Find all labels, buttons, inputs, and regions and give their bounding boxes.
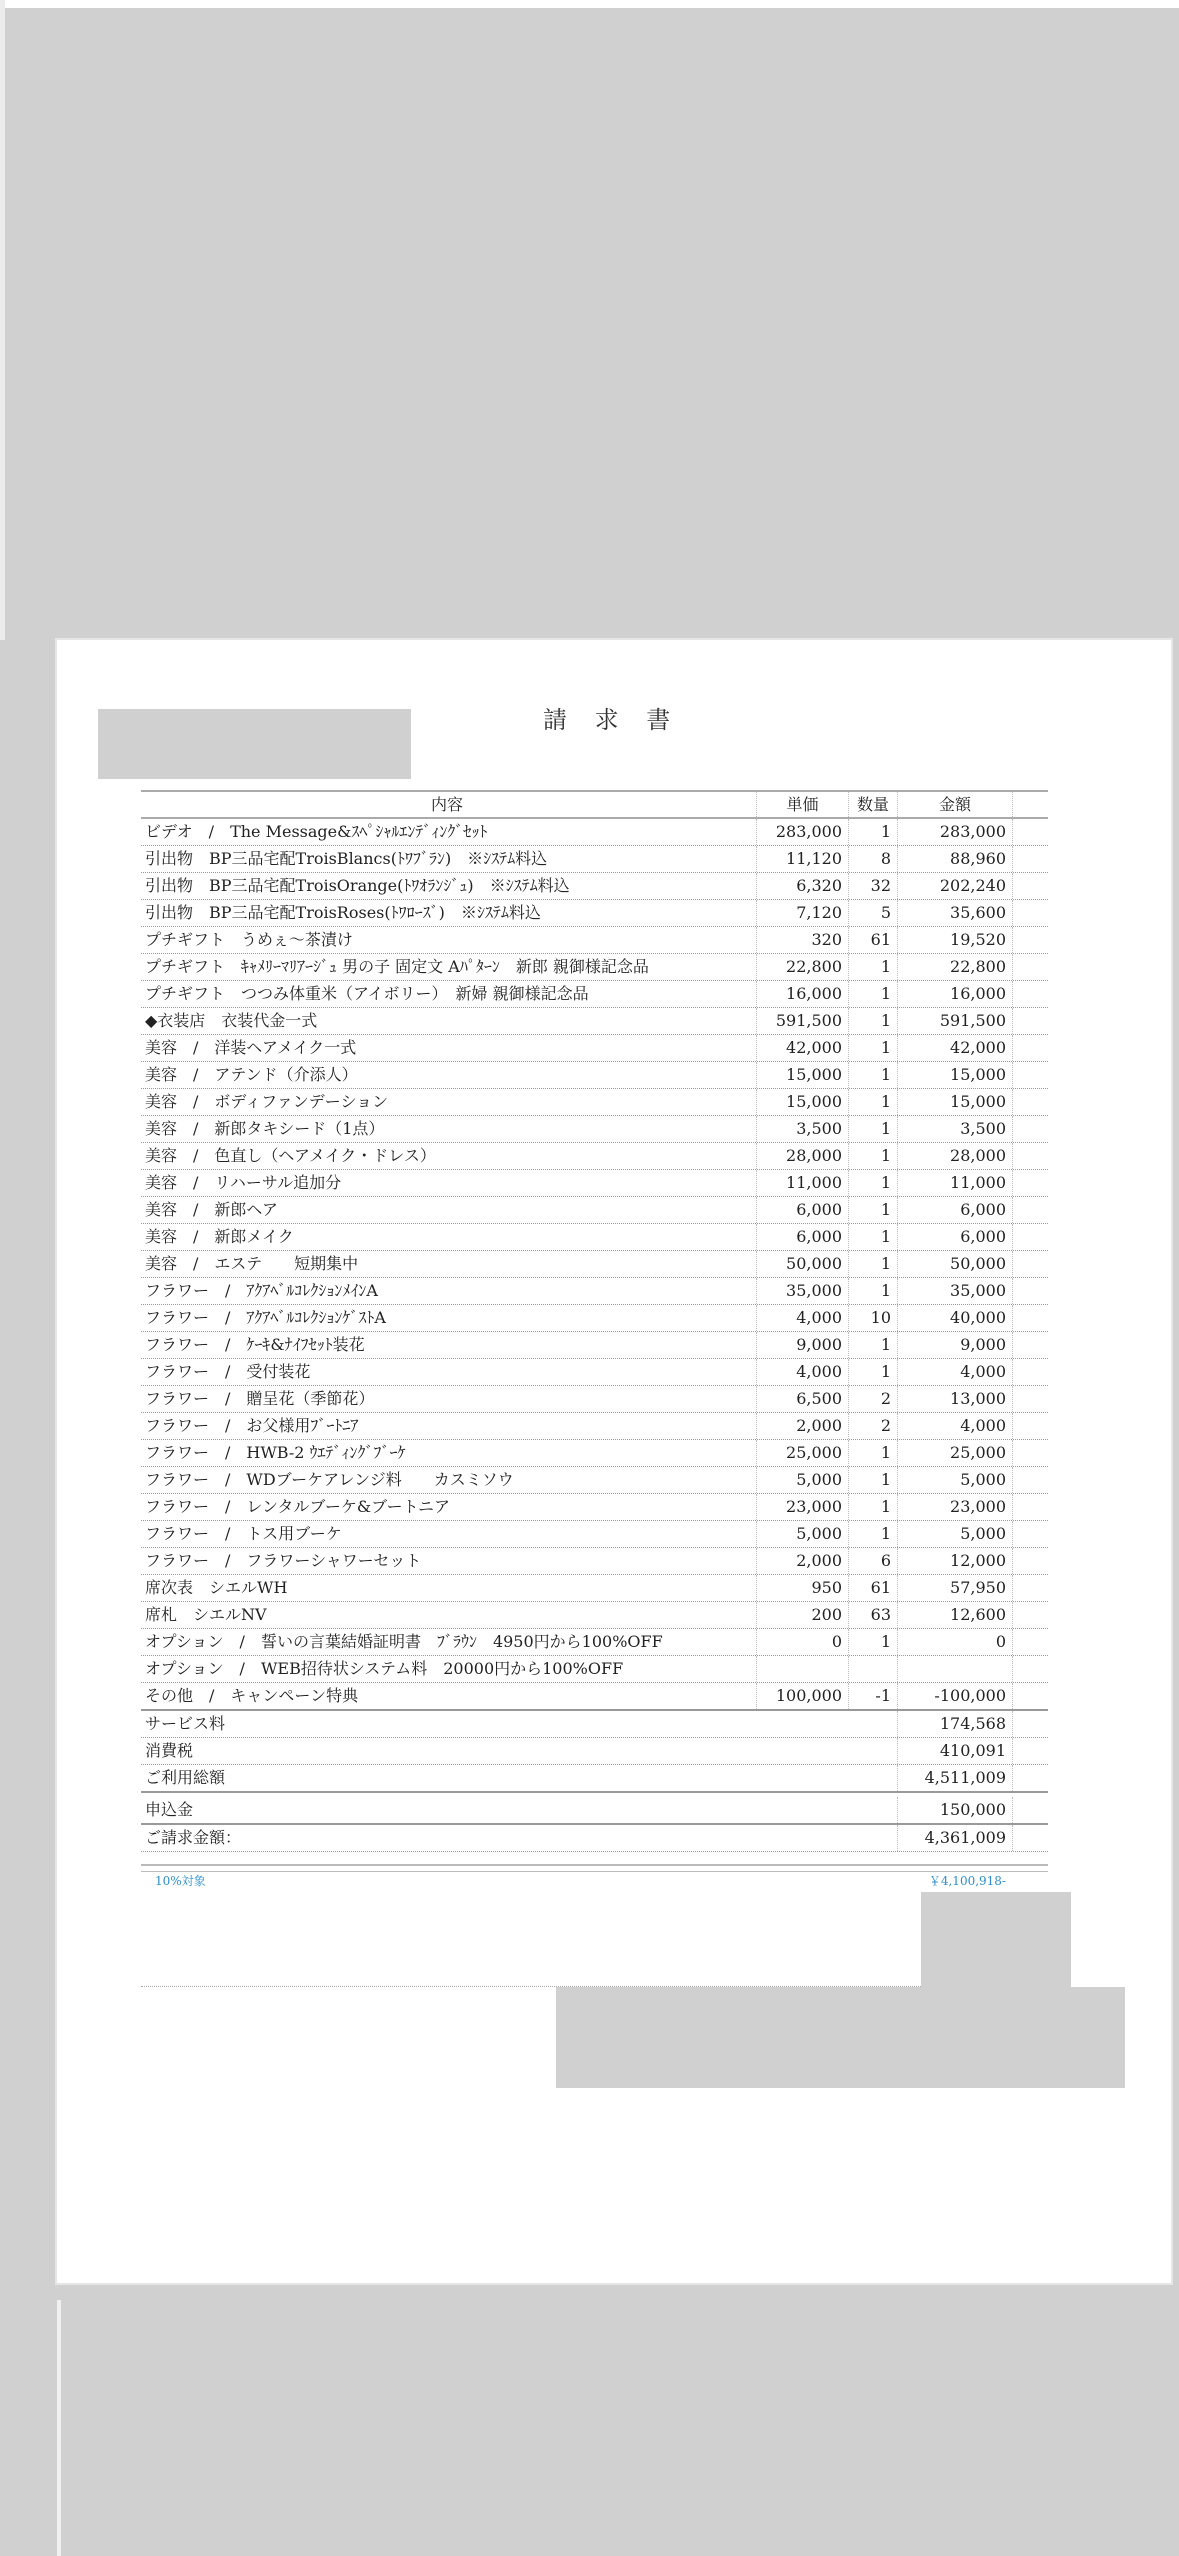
- item-description: ◆衣装店 衣装代金一式: [145, 1011, 318, 1030]
- item-extra: [1012, 1332, 1049, 1358]
- item-quantity: 63: [848, 1602, 897, 1628]
- item-quantity: 1: [848, 1197, 897, 1223]
- table-row: [141, 1116, 1048, 1143]
- item-extra: [1012, 819, 1049, 845]
- summary-extra: [1012, 1825, 1049, 1851]
- item-description: 美容 / 新郎ヘア: [145, 1200, 278, 1219]
- item-description: 美容 / 新郎タキシード（1点）: [145, 1119, 385, 1138]
- table-row: [141, 1332, 1048, 1359]
- summary-label: ご請求金額：: [145, 1828, 242, 1847]
- table-row: [141, 1440, 1048, 1467]
- item-description: 美容 / 洋装ヘアメイク一式: [145, 1038, 357, 1057]
- item-amount: 15,000: [897, 1062, 1012, 1088]
- table-row: [141, 981, 1048, 1008]
- table-row: [141, 1494, 1048, 1521]
- item-unit-price: 22,800: [756, 954, 848, 980]
- table-header: [141, 790, 1048, 819]
- table-row: [141, 1386, 1048, 1413]
- table-row: [141, 1575, 1048, 1602]
- item-description: フラワー / HWB-2 ｳｴﾃﾞｨﾝｸﾞﾌﾞｰｹ: [145, 1443, 406, 1462]
- item-extra: [1012, 1170, 1049, 1196]
- item-description: オプション / 誓いの言葉結婚証明書 ﾌﾞﾗｳﾝ 4950円から100%OFF: [145, 1632, 663, 1651]
- item-extra: [1012, 1278, 1049, 1304]
- redacted-block: [921, 1892, 1071, 1988]
- item-quantity: 1: [848, 1440, 897, 1466]
- item-unit-price: 11,000: [756, 1170, 848, 1196]
- item-extra: [1012, 1629, 1049, 1655]
- item-description: ビデオ / The Message&ｽﾍﾟｼｬﾙｴﾝﾃﾞｨﾝｸﾞｾｯﾄ: [145, 822, 488, 841]
- item-description: 美容 / ボディファンデーション: [145, 1092, 389, 1111]
- item-description: フラワー / レンタルブーケ&ブートニア: [145, 1497, 450, 1516]
- item-unit-price: 591,500: [756, 1008, 848, 1034]
- table-row: [141, 1305, 1048, 1332]
- item-amount: 22,800: [897, 954, 1012, 980]
- next-page-area: [57, 2300, 1179, 2556]
- double-rule: [141, 1864, 1048, 1872]
- item-quantity: 1: [848, 1332, 897, 1358]
- item-description: 席札 シエルNV: [145, 1605, 267, 1624]
- item-unit-price: 283,000: [756, 819, 848, 845]
- summary-extra: [1012, 1765, 1049, 1791]
- item-quantity: 1: [848, 1035, 897, 1061]
- invoice-title: 請 求 書: [543, 706, 681, 734]
- item-amount: 12,600: [897, 1602, 1012, 1628]
- item-unit-price: 42,000: [756, 1035, 848, 1061]
- redacted-block: [98, 709, 411, 779]
- table-row: [141, 1008, 1048, 1035]
- item-unit-price: 16,000: [756, 981, 848, 1007]
- summary-label: サービス料: [145, 1714, 226, 1733]
- item-extra: [1012, 1413, 1049, 1439]
- item-unit-price: 6,320: [756, 873, 848, 899]
- item-quantity: 1: [848, 1062, 897, 1088]
- item-amount: 13,000: [897, 1386, 1012, 1412]
- summary-extra: [1012, 1738, 1049, 1764]
- table-row: [141, 1521, 1048, 1548]
- item-extra: [1012, 1143, 1049, 1169]
- item-extra: [1012, 1683, 1049, 1709]
- item-extra: [1012, 1521, 1049, 1547]
- item-extra: [1012, 1305, 1049, 1331]
- item-quantity: 8: [848, 846, 897, 872]
- item-description: その他 / キャンペーン特典: [145, 1686, 359, 1705]
- summary-row: [141, 1797, 1048, 1825]
- item-unit-price: 11,120: [756, 846, 848, 872]
- item-amount: 42,000: [897, 1035, 1012, 1061]
- header-unit-price: 単価: [756, 792, 848, 817]
- previous-page-edge: [0, 0, 1179, 8]
- item-amount: 16,000: [897, 981, 1012, 1007]
- item-quantity: 1: [848, 1521, 897, 1547]
- item-extra: [1012, 1602, 1049, 1628]
- item-quantity: 2: [848, 1413, 897, 1439]
- item-description: フラワー / WDブーケアレンジ料 カスミソウ: [145, 1470, 514, 1489]
- summary-row: [141, 1738, 1048, 1765]
- item-amount: 6,000: [897, 1197, 1012, 1223]
- item-quantity: 1: [848, 981, 897, 1007]
- item-description: フラワー / お父様用ﾌﾞｰﾄﾆｱ: [145, 1416, 359, 1435]
- table-row: [141, 1170, 1048, 1197]
- item-quantity: [848, 1656, 897, 1682]
- invoice-table: [141, 790, 1048, 1890]
- summary-row: [141, 1711, 1048, 1738]
- header-extra: [1012, 792, 1049, 817]
- summary-label: 申込金: [145, 1800, 194, 1819]
- item-unit-price: 4,000: [756, 1359, 848, 1385]
- table-row: [141, 846, 1048, 873]
- item-quantity: 10: [848, 1305, 897, 1331]
- item-unit-price: 5,000: [756, 1521, 848, 1547]
- item-quantity: 1: [848, 1008, 897, 1034]
- item-description: フラワー / ｱｸｱﾍﾞﾙｺﾚｸｼｮﾝﾒｲﾝA: [145, 1281, 378, 1300]
- table-row: [141, 1224, 1048, 1251]
- item-quantity: 1: [848, 1494, 897, 1520]
- header-amount: 金額: [897, 792, 1012, 817]
- tax-note-amount: ￥4,100,918-: [928, 1874, 1006, 1888]
- item-unit-price: 3,500: [756, 1116, 848, 1142]
- item-amount: 3,500: [897, 1116, 1012, 1142]
- item-amount: 19,520: [897, 927, 1012, 953]
- summary-amount: 4,361,009: [897, 1825, 1012, 1851]
- item-amount: 202,240: [897, 873, 1012, 899]
- item-quantity: 6: [848, 1548, 897, 1574]
- item-description: フラワー / 受付装花: [145, 1362, 311, 1381]
- item-extra: [1012, 1467, 1049, 1493]
- table-row: [141, 1629, 1048, 1656]
- item-unit-price: 950: [756, 1575, 848, 1601]
- item-description: 美容 / エステ 短期集中: [145, 1254, 359, 1273]
- redacted-block: [556, 1987, 1125, 2088]
- item-unit-price: 2,000: [756, 1548, 848, 1574]
- summary-amount: 410,091: [897, 1738, 1012, 1764]
- table-row: [141, 1656, 1048, 1683]
- item-quantity: 1: [848, 1467, 897, 1493]
- item-description: フラワー / フラワーシャワーセット: [145, 1551, 422, 1570]
- item-extra: [1012, 1575, 1049, 1601]
- table-row: [141, 1548, 1048, 1575]
- item-extra: [1012, 1386, 1049, 1412]
- item-unit-price: 9,000: [756, 1332, 848, 1358]
- item-unit-price: 200: [756, 1602, 848, 1628]
- summary-amount: 4,511,009: [897, 1765, 1012, 1791]
- item-extra: [1012, 873, 1049, 899]
- item-unit-price: 4,000: [756, 1305, 848, 1331]
- item-description: 引出物 BP三品宅配TroisOrange(ﾄﾜｵﾗﾝｼﾞｭ) ※ｼｽﾃﾑ料込: [145, 876, 570, 895]
- item-description: 美容 / リハーサル追加分: [145, 1173, 342, 1192]
- item-extra: [1012, 1224, 1049, 1250]
- item-amount: 9,000: [897, 1332, 1012, 1358]
- item-unit-price: 5,000: [756, 1467, 848, 1493]
- table-row: [141, 900, 1048, 927]
- item-description: 引出物 BP三品宅配TroisRoses(ﾄﾜﾛｰｽﾞ) ※ｼｽﾃﾑ料込: [145, 903, 541, 922]
- tax-note-row: [141, 1872, 1048, 1890]
- header-description: 内容: [430, 795, 463, 814]
- item-extra: [1012, 954, 1049, 980]
- table-row: [141, 1602, 1048, 1629]
- item-description: プチギフト つつみ体重米（アイボリー） 新婦 親御様記念品: [145, 984, 589, 1003]
- summary-amount: 150,000: [897, 1797, 1012, 1823]
- item-description: フラワー / 贈呈花（季節花）: [145, 1389, 375, 1408]
- item-amount: 591,500: [897, 1008, 1012, 1034]
- item-extra: [1012, 1062, 1049, 1088]
- item-quantity: -1: [848, 1683, 897, 1709]
- item-unit-price: 28,000: [756, 1143, 848, 1169]
- item-unit-price: 15,000: [756, 1089, 848, 1115]
- item-quantity: 2: [848, 1386, 897, 1412]
- summary-amount: 174,568: [897, 1711, 1012, 1737]
- item-extra: [1012, 846, 1049, 872]
- item-description: 美容 / 色直し（ヘアメイク・ドレス）: [145, 1146, 436, 1165]
- table-row: [141, 927, 1048, 954]
- table-row: [141, 1467, 1048, 1494]
- item-unit-price: 100,000: [756, 1683, 848, 1709]
- item-unit-price: 7,120: [756, 900, 848, 926]
- item-unit-price: 25,000: [756, 1440, 848, 1466]
- item-extra: [1012, 981, 1049, 1007]
- item-quantity: 1: [848, 1116, 897, 1142]
- item-quantity: 1: [848, 1359, 897, 1385]
- item-description: 美容 / アテンド（介添人）: [145, 1065, 358, 1084]
- item-unit-price: 50,000: [756, 1251, 848, 1277]
- item-extra: [1012, 927, 1049, 953]
- item-description: プチギフト うめぇ～茶漬け: [145, 930, 353, 949]
- item-unit-price: 320: [756, 927, 848, 953]
- item-amount: 23,000: [897, 1494, 1012, 1520]
- table-row: [141, 1278, 1048, 1305]
- item-unit-price: 6,500: [756, 1386, 848, 1412]
- item-amount: 6,000: [897, 1224, 1012, 1250]
- summary-extra: [1012, 1797, 1049, 1823]
- item-unit-price: [756, 1656, 848, 1682]
- item-extra: [1012, 1116, 1049, 1142]
- item-extra: [1012, 1251, 1049, 1277]
- item-amount: 4,000: [897, 1413, 1012, 1439]
- item-quantity: 1: [848, 1089, 897, 1115]
- item-quantity: 1: [848, 819, 897, 845]
- item-quantity: 32: [848, 873, 897, 899]
- item-unit-price: 6,000: [756, 1224, 848, 1250]
- item-extra: [1012, 1494, 1049, 1520]
- table-row: [141, 1197, 1048, 1224]
- item-unit-price: 35,000: [756, 1278, 848, 1304]
- table-row: [141, 1413, 1048, 1440]
- item-quantity: 1: [848, 1143, 897, 1169]
- item-unit-price: 2,000: [756, 1413, 848, 1439]
- summary-row: [141, 1825, 1048, 1852]
- item-extra: [1012, 1089, 1049, 1115]
- item-amount: 15,000: [897, 1089, 1012, 1115]
- item-amount: 5,000: [897, 1467, 1012, 1493]
- item-description: フラワー / ｹｰｷ&ﾅｲﾌｾｯﾄ装花: [145, 1335, 365, 1354]
- item-extra: [1012, 1359, 1049, 1385]
- item-unit-price: 15,000: [756, 1062, 848, 1088]
- table-row: [141, 1062, 1048, 1089]
- summary-row: [141, 1765, 1048, 1793]
- item-quantity: 1: [848, 1224, 897, 1250]
- item-amount: 11,000: [897, 1170, 1012, 1196]
- item-amount: 28,000: [897, 1143, 1012, 1169]
- table-row: [141, 819, 1048, 846]
- item-amount: 35,600: [897, 900, 1012, 926]
- table-row: [141, 1035, 1048, 1062]
- item-quantity: 1: [848, 1251, 897, 1277]
- item-extra: [1012, 1008, 1049, 1034]
- item-unit-price: 6,000: [756, 1197, 848, 1223]
- item-quantity: 5: [848, 900, 897, 926]
- item-description: フラワー / ｱｸｱﾍﾞﾙｺﾚｸｼｮﾝｹﾞｽﾄA: [145, 1308, 386, 1327]
- item-amount: [897, 1656, 1012, 1682]
- item-description: 美容 / 新郎メイク: [145, 1227, 294, 1246]
- table-row: [141, 954, 1048, 981]
- item-amount: 35,000: [897, 1278, 1012, 1304]
- item-amount: 12,000: [897, 1548, 1012, 1574]
- item-extra: [1012, 1548, 1049, 1574]
- item-extra: [1012, 900, 1049, 926]
- item-unit-price: 0: [756, 1629, 848, 1655]
- table-row: [141, 1089, 1048, 1116]
- item-quantity: 61: [848, 1575, 897, 1601]
- item-quantity: 1: [848, 1629, 897, 1655]
- item-amount: 283,000: [897, 819, 1012, 845]
- item-quantity: 1: [848, 954, 897, 980]
- item-description: フラワー / トス用ブーケ: [145, 1524, 342, 1543]
- item-description: 引出物 BP三品宅配TroisBlancs(ﾄﾜﾌﾞﾗﾝ) ※ｼｽﾃﾑ料込: [145, 849, 548, 868]
- item-amount: 88,960: [897, 846, 1012, 872]
- table-row: [141, 873, 1048, 900]
- item-extra: [1012, 1440, 1049, 1466]
- item-extra: [1012, 1656, 1049, 1682]
- item-extra: [1012, 1197, 1049, 1223]
- table-row: [141, 1359, 1048, 1386]
- item-quantity: 1: [848, 1278, 897, 1304]
- item-description: プチギフト ｷｬﾒﾘｰﾏﾘｱｰｼﾞｭ 男の子 固定文 Aﾊﾟﾀｰﾝ 新郎 親御様記念品: [145, 957, 649, 976]
- item-amount: 4,000: [897, 1359, 1012, 1385]
- item-quantity: 61: [848, 927, 897, 953]
- summary-label: ご利用総額: [145, 1768, 226, 1787]
- summary-extra: [1012, 1711, 1049, 1737]
- tax-note-label: 10%対象: [155, 1874, 206, 1888]
- header-quantity: 数量: [848, 792, 897, 817]
- item-amount: 5,000: [897, 1521, 1012, 1547]
- item-extra: [1012, 1035, 1049, 1061]
- previous-page-area: [5, 8, 1179, 628]
- summary-label: 消費税: [145, 1741, 194, 1760]
- table-row: [141, 1251, 1048, 1278]
- item-description: 席次表 シエルWH: [145, 1578, 288, 1597]
- item-amount: 50,000: [897, 1251, 1012, 1277]
- item-unit-price: 23,000: [756, 1494, 848, 1520]
- table-row: [141, 1683, 1048, 1711]
- item-amount: 0: [897, 1629, 1012, 1655]
- item-amount: 25,000: [897, 1440, 1012, 1466]
- item-amount: 40,000: [897, 1305, 1012, 1331]
- table-row: [141, 1143, 1048, 1170]
- item-description: オプション / WEB招待状システム料 20000円から100%OFF: [145, 1659, 624, 1678]
- item-amount: -100,000: [897, 1683, 1012, 1709]
- item-amount: 57,950: [897, 1575, 1012, 1601]
- item-quantity: 1: [848, 1170, 897, 1196]
